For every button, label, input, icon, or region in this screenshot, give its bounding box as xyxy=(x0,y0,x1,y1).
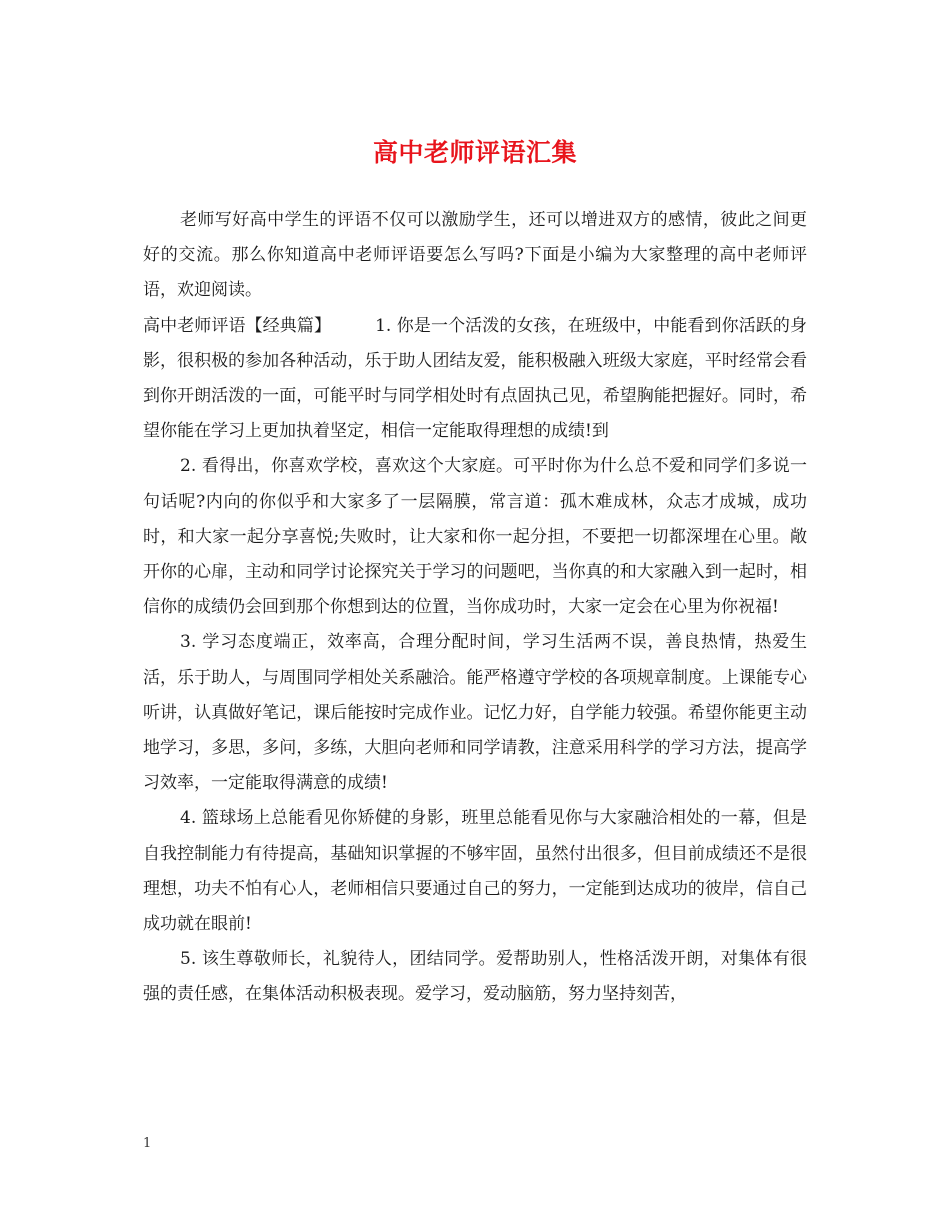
comment-item-4: 4. 篮球场上总能看见你矫健的身影，班里总能看见你与大家融洽相处的一幕，但是自我控制能力有待提高，基础知识掌握的不够牢固，虽然付出很多，但目前成绩还不是很理想，功夫不怕有心人，老师相信只要通过自己的努力，一定能到达成功的彼岸，信自己成功就在眼前! xyxy=(143,808,807,935)
section-heading: 高中老师评语【经典篇】 xyxy=(143,315,332,336)
comment-item-3: 3. 学习态度端正，效率高，合理分配时间，学习生活两不误，善良热情，热爱生活，乐于助人，与周围同学相处关系融洽。能严格遵守学校的各项规章制度。上课能专心听讲，认真做好笔记，课后能按时完成作业。记忆力好，自学能力较强。希望你能更主动地学习，多思，多问，多练，大胆向老师和同学请教，注意采用科学的学习方法，提高学习效率，一定能取得满意的成绩! xyxy=(143,632,807,794)
comment-item-1: 1. 你是一个活泼的女孩，在班级中，中能看到你活跃的身影，很积极的参加各种活动，乐于助人团结友爱，能积极融入班级大家庭，平时经常会看到你开朗活泼的一面，可能平时与同学相处时有点固执己见，希望胸能把握好。同时，希望你能在学习上更加执着坚定，相信一定能取得理想的成绩!到 xyxy=(143,315,807,442)
comment-item-2: 2. 看得出，你喜欢学校，喜欢这个大家庭。可平时你为什么总不爱和同学们多说一句话呢?内向的你似乎和大家多了一层隔膜，常言道：孤木难成林，众志才成城，成功时，和大家一起分享喜悦;失败时，让大家和你一起分担，不要把一切都深埋在心里。敞开你的心扉，主动和同学讨论探究关于学习的问题吧，当你真的和大家融入到一起时，相信你的成绩仍会回到那个你想到达的位置，当你成功时，大家一定会在心里为你祝福! xyxy=(143,456,807,618)
comment-item-5: 5. 该生尊敬师长，礼貌待人，团结同学。爱帮助别人，性格活泼开朗，对集体有很强的责任感，在集体活动积极表现。爱学习，爱动脑筋，努力坚持刻苦， xyxy=(143,949,807,1005)
section-paragraph-1 xyxy=(143,309,807,450)
intro-paragraph: 老师写好高中学生的评语不仅可以激励学生，还可以增进双方的感情，彼此之间更好的交流。那么你知道高中老师评语要怎么写吗?下面是小编为大家整理的高中老师评语，欢迎阅读。 xyxy=(143,210,807,301)
document-title: 高中老师评语汇集 xyxy=(372,138,577,167)
page-number: 1 xyxy=(143,1136,152,1151)
document-body xyxy=(143,203,807,1013)
